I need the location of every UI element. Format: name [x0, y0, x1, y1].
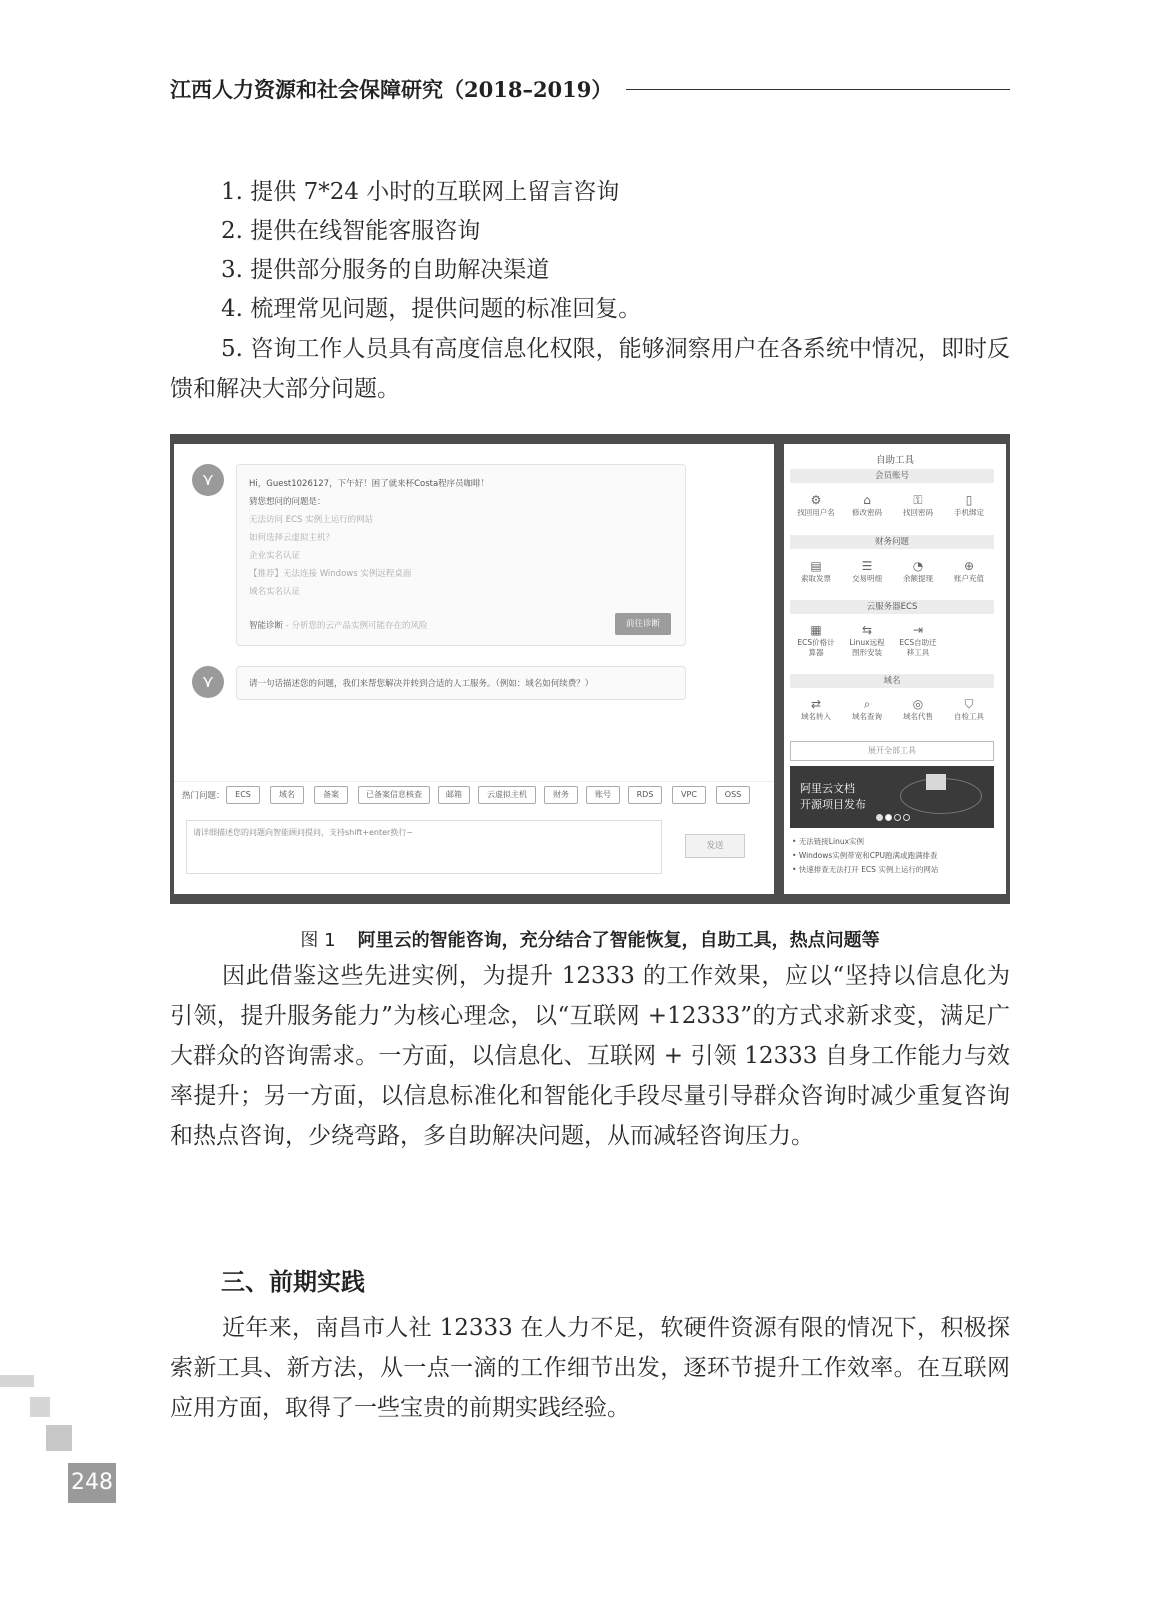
- hot-tag-filing[interactable]: 备案: [314, 786, 348, 804]
- suggestion-link[interactable]: 【推荐】无法连接 Windows 实例远程桌面: [249, 569, 412, 579]
- banner-line-2: 开源项目发布: [800, 798, 866, 811]
- group-head-ecs: 云服务器ECS: [790, 600, 994, 614]
- diagnosis-label: 智能诊断: [249, 621, 284, 631]
- bot-avatar-icon: ⋎: [192, 666, 224, 698]
- suggestion-link[interactable]: 无法访问 ECS 实例上运行的网站: [249, 515, 374, 525]
- phone-icon: ▯: [965, 493, 973, 507]
- diagnosis-text: [249, 619, 428, 631]
- decorative-block: [46, 1425, 72, 1451]
- suggestion-link[interactable]: 如何选择云虚拟主机？: [249, 533, 335, 543]
- key-icon: ⚿: [913, 493, 923, 507]
- page-number: 248: [68, 1463, 116, 1503]
- diagnosis-button[interactable]: 前往诊断: [615, 613, 671, 635]
- tool-domain-query[interactable]: ⌕ 域名查询: [841, 696, 893, 722]
- list-item: 5. 咨询工作人员具有高度信息化权限，能够洞察用户在各系统中情况，即时反馈和解决大部分问题。: [170, 336, 1010, 402]
- section-heading: 三、前期实践: [221, 1268, 365, 1296]
- suggestion-link[interactable]: 域名实名认证: [249, 587, 301, 597]
- figure-number: 图 1: [300, 930, 336, 951]
- prompt-text: 请一句话描述您的问题，我们来帮您解决并转到合适的人工服务。（例如：域名如何续费？）: [249, 679, 594, 689]
- running-header-title: 江西人力资源和社会保障研究（2018–2019）: [170, 77, 613, 102]
- tool-phone-binding[interactable]: ▯ 手机绑定: [943, 492, 995, 518]
- question-input-placeholder: 请详细描述您的问题向智能顾问提问，支持shift+enter换行~: [193, 828, 414, 837]
- tools-title: 自助工具: [875, 455, 914, 466]
- running-header: [170, 72, 1010, 106]
- banner-line-1: 阿里云文档: [800, 782, 855, 795]
- hot-questions-label: 热门问题：: [182, 791, 225, 801]
- group-head-finance: 财务问题: [790, 535, 994, 549]
- tool-self-check[interactable]: ⛉ 自检工具: [943, 696, 995, 722]
- group-head-account: 会员账号: [790, 469, 994, 483]
- search-doc-icon: ⌕: [863, 697, 871, 711]
- migrate-icon: ⇥: [912, 623, 924, 637]
- list-item: 4. 梳理常见问题，提供问题的标准回复。: [221, 296, 642, 322]
- carousel-dot[interactable]: [876, 814, 883, 821]
- decorative-block: [0, 1375, 34, 1387]
- tool-recharge[interactable]: ⊕ 账户充值: [943, 558, 995, 584]
- carousel-dot[interactable]: [885, 814, 892, 821]
- send-button[interactable]: 发送: [685, 834, 745, 858]
- lock-icon: ⌂: [863, 493, 871, 507]
- greeting-text: Hi，Guest1026127，下午好！困了就来杯Costa程序员咖啡！: [249, 479, 490, 489]
- body-paragraph: 因此借鉴这些先进实例，为提升 12333 的工作效果，应以“坚持以信息化为引领，提升服务能力”为核心理念，以“互联网 +12333”的方式求新求变，满足广大群众的咨询需求。一方面，以信息化、互联网 + 引领 12333 自身工作能力与效率提升；另一方面，以信息标准化和智能化手段尽量引导群众咨询时减少重复咨询和热点咨询，少绕弯路，多自助解决问题，从而减轻咨询压力。: [170, 963, 1010, 1149]
- expand-all-tools-button[interactable]: 展开全部工具: [790, 741, 994, 761]
- prompt-bubble: [236, 666, 686, 700]
- gear-icon: ⚙: [810, 493, 822, 507]
- news-link[interactable]: • 无法链接Linux实例: [792, 837, 865, 846]
- link-icon: ⇆: [861, 623, 873, 637]
- suggest-title: 猜您想问的问题是：: [249, 497, 326, 507]
- hot-tag-domain[interactable]: 域名: [270, 786, 304, 804]
- welcome-bubble: [236, 464, 686, 646]
- tool-transactions[interactable]: ☰ 交易明细: [841, 558, 893, 584]
- tool-ecs-price[interactable]: ▦ ECS价格计算器: [790, 622, 842, 658]
- self-service-tools-pane: [784, 444, 1006, 894]
- ledger-icon: ☰: [861, 559, 873, 573]
- wallet-icon: ◔: [912, 559, 924, 573]
- hot-tag-finance[interactable]: 财务: [544, 786, 578, 804]
- figure-caption: [170, 926, 1010, 952]
- tool-withdraw[interactable]: ◔ 余额提现: [892, 558, 944, 584]
- hot-tag-vhost[interactable]: 云虚拟主机: [478, 786, 536, 804]
- hot-tag-rds[interactable]: RDS: [628, 786, 662, 804]
- hot-tag-ecs[interactable]: ECS: [226, 786, 260, 804]
- invoice-icon: ▤: [810, 559, 822, 573]
- tool-domain-sale[interactable]: ◎ 域名代售: [892, 696, 944, 722]
- list-item: 1. 提供 7*24 小时的互联网上留言咨询: [221, 179, 620, 205]
- list-item: 3. 提供部分服务的自助解决渠道: [221, 257, 550, 283]
- question-input[interactable]: [186, 820, 662, 874]
- chat-pane: [174, 444, 774, 894]
- agent-icon: ◎: [912, 697, 924, 711]
- tool-invoice[interactable]: ▤ 索取发票: [790, 558, 842, 584]
- banner-doc-icon: [926, 774, 946, 790]
- tool-find-username[interactable]: ⚙ 找回用户名: [790, 492, 842, 518]
- group-head-domain: 域名: [790, 674, 994, 688]
- list-item: 2. 提供在线智能客服咨询: [221, 218, 481, 244]
- figure-screenshot: [170, 434, 1010, 904]
- calculator-icon: ▦: [810, 623, 822, 637]
- promo-banner[interactable]: [790, 766, 994, 828]
- hot-tag-filing-check[interactable]: 已备案信息核查: [358, 786, 430, 804]
- suggestion-link[interactable]: 企业实名认证: [249, 551, 301, 561]
- tool-ecs-migrate[interactable]: ⇥ ECS自助迁移工具: [892, 622, 944, 658]
- decorative-block: [30, 1397, 50, 1417]
- hot-tag-vpc[interactable]: VPC: [672, 786, 706, 804]
- tool-change-password[interactable]: ⌂ 修改密码: [841, 492, 893, 518]
- tool-linux-remote[interactable]: ⇆ Linux远程图形安装: [841, 622, 893, 658]
- bot-avatar-icon: ⋎: [192, 464, 224, 496]
- transfer-icon: ⇄: [810, 697, 822, 711]
- hot-tag-mail[interactable]: 邮箱: [438, 786, 470, 804]
- body-paragraph: 近年来，南昌市人社 12333 在人力不足，软硬件资源有限的情况下，积极探索新工具、新方法，从一点一滴的工作细节出发，逐环节提升工作效率。在互联网应用方面，取得了一些宝贵的前期实践经验。: [170, 1315, 1010, 1421]
- diagnosis-desc: - 分析您的云产品实例可能存在的风险: [283, 621, 428, 631]
- figure-caption-text: 阿里云的智能咨询，充分结合了智能恢复，自助工具，热点问题等: [357, 930, 880, 951]
- hot-questions-row: [174, 781, 774, 808]
- carousel-dot[interactable]: [894, 814, 901, 821]
- news-link[interactable]: • 快速排查无法打开 ECS 实例上运行的网站: [792, 865, 939, 874]
- header-rule: [626, 89, 1010, 90]
- tool-find-password[interactable]: ⚿ 找回密码: [892, 492, 944, 518]
- recharge-icon: ⊕: [963, 559, 975, 573]
- tool-domain-transfer[interactable]: ⇄ 域名转入: [790, 696, 842, 722]
- shield-icon: ⛉: [964, 697, 974, 711]
- news-link[interactable]: • Windows实例带宽和CPU跑满或跑满排查: [792, 851, 938, 860]
- hot-tag-oss[interactable]: OSS: [716, 786, 750, 804]
- carousel-dot[interactable]: [903, 814, 910, 821]
- hot-tag-account[interactable]: 账号: [586, 786, 620, 804]
